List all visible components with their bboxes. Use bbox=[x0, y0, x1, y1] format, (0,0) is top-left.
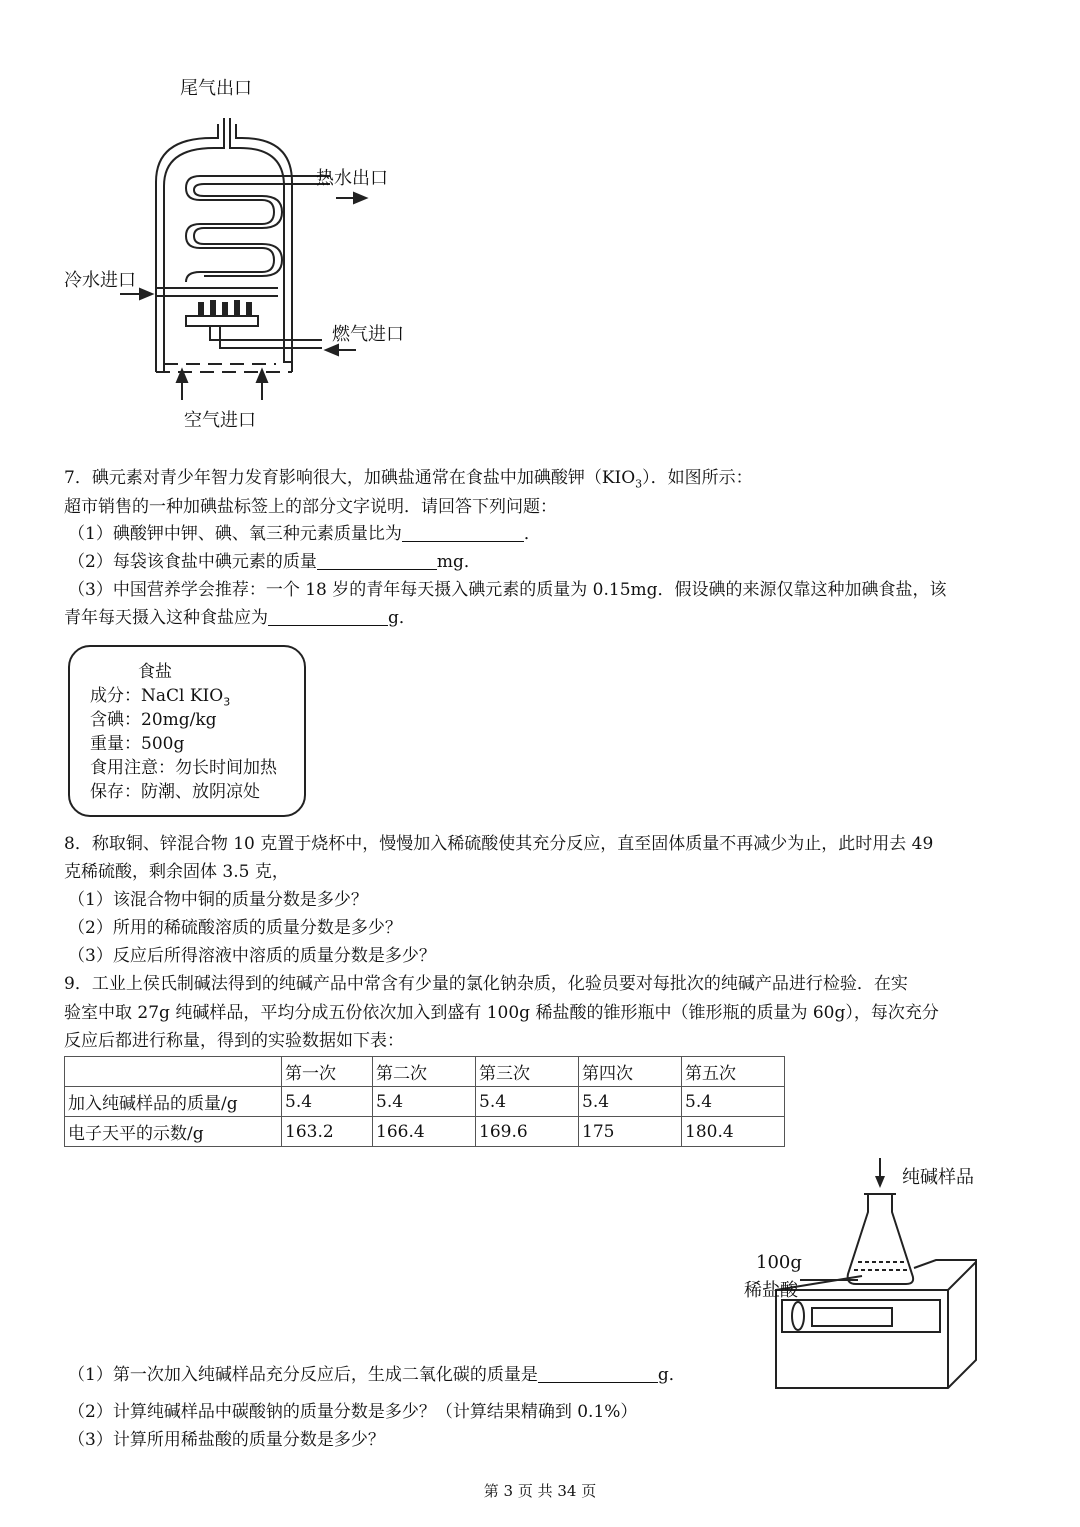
salt-weight: 重量：500g bbox=[90, 734, 185, 754]
salt-ingredients: 成分：NaCl $KIO_3$ bbox=[90, 686, 231, 709]
table-cell: 5.4 bbox=[373, 1087, 476, 1117]
salt-usage-note: 食用注意：勿长时间加热 bbox=[90, 758, 277, 778]
table-cell: 加入纯碱样品的质量/g bbox=[65, 1087, 282, 1117]
q9-line1: 9．工业上侯氏制碱法得到的纯碱产品中常含有少量的氯化钠杂质，化验员要对每批次的纯碱产品进行检验．在实 bbox=[64, 974, 908, 994]
table-header-cell: 第二次 bbox=[373, 1057, 476, 1087]
answer-blank[interactable] bbox=[402, 525, 524, 542]
q9-sub1: （1）第一次加入纯碱样品充分反应后，生成二氧化碳的质量是 g． bbox=[68, 1365, 686, 1385]
page-number-footer: 第 3 页 共 34 页 bbox=[483, 1482, 597, 1500]
table-cell: 5.4 bbox=[282, 1087, 373, 1117]
answer-blank[interactable] bbox=[317, 553, 437, 570]
salt-label-card bbox=[68, 645, 306, 817]
label-gas-inlet: 燃气进口 bbox=[332, 324, 404, 345]
q8-sub3: （3）反应后所得溶液中溶质的质量分数是多少？ bbox=[68, 946, 436, 966]
label-cold-water-inlet: 冷水进口 bbox=[64, 270, 136, 291]
table-row bbox=[65, 1117, 785, 1147]
table-cell: 169.6 bbox=[476, 1117, 579, 1147]
label-exhaust-outlet: 尾气出口 bbox=[180, 78, 252, 99]
table-cell: 5.4 bbox=[476, 1087, 579, 1117]
table-cell: 175 bbox=[579, 1117, 682, 1147]
q9-line3: 反应后都进行称量，得到的实验数据如下表： bbox=[64, 1031, 404, 1051]
table-cell: 163.2 bbox=[282, 1117, 373, 1147]
answer-blank[interactable] bbox=[538, 1366, 658, 1383]
q9-data-table bbox=[64, 1056, 785, 1147]
label-dilute-hcl: 稀盐酸 bbox=[744, 1280, 798, 1301]
q7-intro-line1: 7．碘元素对青少年智力发育影响很大，加碘盐通常在食盐中加碘酸钾$(KIO_3)$．如图所示： bbox=[64, 468, 753, 491]
q7-sub3-line1: （3）中国营养学会推荐：一个 18 岁的青年每天摄入碘元素的质量为 0.15mg．假设碘的来源仅靠这种加碘食盐，该 bbox=[68, 580, 947, 600]
table-row bbox=[65, 1087, 785, 1117]
table-cell: 电子天平的示数/g bbox=[65, 1117, 282, 1147]
q7-sub1: （1）碘酸钾中钾、碘、氧三种元素质量比为 ． bbox=[68, 524, 541, 544]
q7-intro-line2: 超市销售的一种加碘盐标签上的部分文字说明．请回答下列问题： bbox=[64, 497, 557, 517]
q8-sub2: （2）所用的稀硫酸溶质的质量分数是多少？ bbox=[68, 918, 402, 938]
salt-iodine-content: 含碘：20mg/kg bbox=[90, 710, 217, 730]
table-header-cell bbox=[65, 1057, 282, 1087]
q8-line1: 8．称取铜、锌混合物 10 克置于烧杯中，慢慢加入稀硫酸使其充分反应，直至固体质量不再减少为止，此时用去 49 bbox=[64, 834, 934, 854]
table-header-cell: 第一次 bbox=[282, 1057, 373, 1087]
answer-blank[interactable] bbox=[268, 609, 388, 626]
salt-label-title: 食盐 bbox=[138, 662, 172, 682]
q7-sub2: （2）每袋该食盐中碘元素的质量 mg． bbox=[68, 552, 481, 572]
table-cell: 180.4 bbox=[682, 1117, 785, 1147]
label-air-inlet: 空气进口 bbox=[184, 410, 256, 431]
label-acid-amount: 100g bbox=[756, 1252, 802, 1273]
table-header-cell: 第五次 bbox=[682, 1057, 785, 1087]
table-header-cell: 第三次 bbox=[476, 1057, 579, 1087]
q8-sub1: （1）该混合物中铜的质量分数是多少？ bbox=[68, 890, 368, 910]
salt-storage-note: 保存：防潮、放阴凉处 bbox=[90, 782, 260, 802]
table-header-row bbox=[65, 1057, 785, 1087]
table-cell: 5.4 bbox=[682, 1087, 785, 1117]
q9-sub3: （3）计算所用稀盐酸的质量分数是多少？ bbox=[68, 1430, 385, 1450]
label-hot-water-outlet: 热水出口 bbox=[316, 168, 388, 189]
label-soda-ash-sample: 纯碱样品 bbox=[902, 1167, 974, 1188]
q9-sub2: （2）计算纯碱样品中碳酸钠的质量分数是多少？（计算结果精确到 0.1%） bbox=[68, 1402, 638, 1422]
table-header-cell: 第四次 bbox=[579, 1057, 682, 1087]
table-cell: 5.4 bbox=[579, 1087, 682, 1117]
water-heater-drawing bbox=[0, 0, 460, 440]
table-cell: 166.4 bbox=[373, 1117, 476, 1147]
q9-line2: 验室中取 27g 纯碱样品，平均分成五份依次加入到盛有 100g 稀盐酸的锥形瓶中（锥形瓶的质量为 60g），每次充分 bbox=[64, 1003, 939, 1023]
q7-sub3-line2: 青年每天摄入这种食盐应为 g． bbox=[64, 608, 416, 628]
q8-line2: 克稀硫酸，剩余固体 3.5 克， bbox=[64, 862, 289, 882]
